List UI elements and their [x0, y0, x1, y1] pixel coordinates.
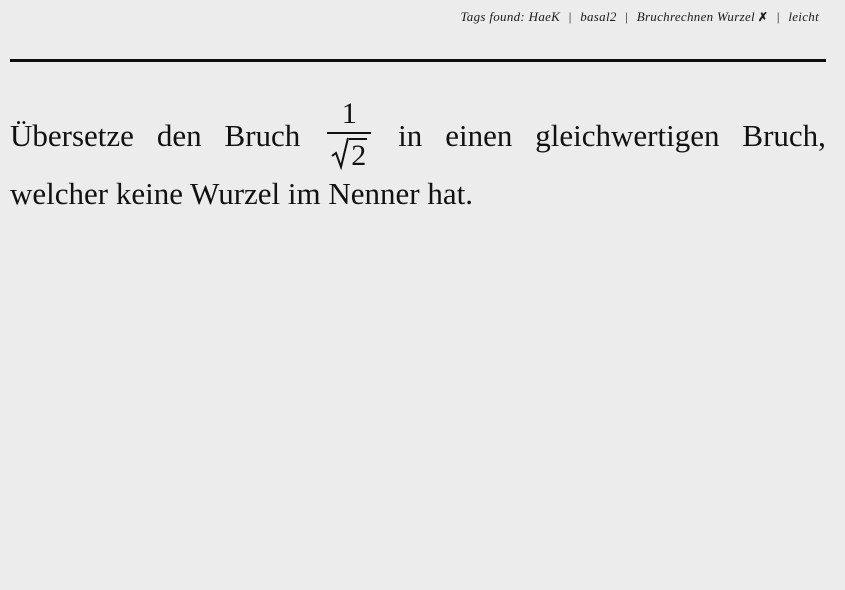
tags-label: Tags found: [460, 9, 526, 24]
tag-separator: | [568, 9, 572, 24]
task-word: in [398, 117, 423, 153]
tag-bruchrechnen-wurzel: Bruchrechnen Wurzel [636, 9, 755, 24]
task-word: Übersetze [10, 117, 134, 153]
task-text [10, 97, 826, 211]
task-line-2: welcher keine Wurzel im Nenner hat. [10, 176, 473, 211]
tags-line [460, 9, 819, 25]
radicand: 2 [351, 139, 367, 172]
task-line-1 [10, 97, 826, 172]
fraction-numerator: 1 [341, 97, 357, 130]
task-word: Bruch [224, 117, 301, 153]
task-word: einen [445, 117, 513, 153]
tag-leicht: leicht [788, 9, 819, 24]
fraction-denominator [331, 134, 367, 171]
tag-separator: | [776, 9, 780, 24]
square-root-icon [331, 136, 349, 170]
task-word: Bruch, [742, 117, 826, 153]
fraction-one-over-sqrt-two [327, 99, 371, 171]
tag-basal2: basal2 [580, 9, 617, 24]
task-word: den [156, 117, 202, 153]
tag-haek: HaeK [528, 9, 561, 24]
task-word: gleichwertigen [535, 117, 720, 153]
tag-separator: | [625, 9, 629, 24]
cross-mark-icon: ✗ [757, 10, 769, 24]
header-divider [10, 59, 826, 62]
